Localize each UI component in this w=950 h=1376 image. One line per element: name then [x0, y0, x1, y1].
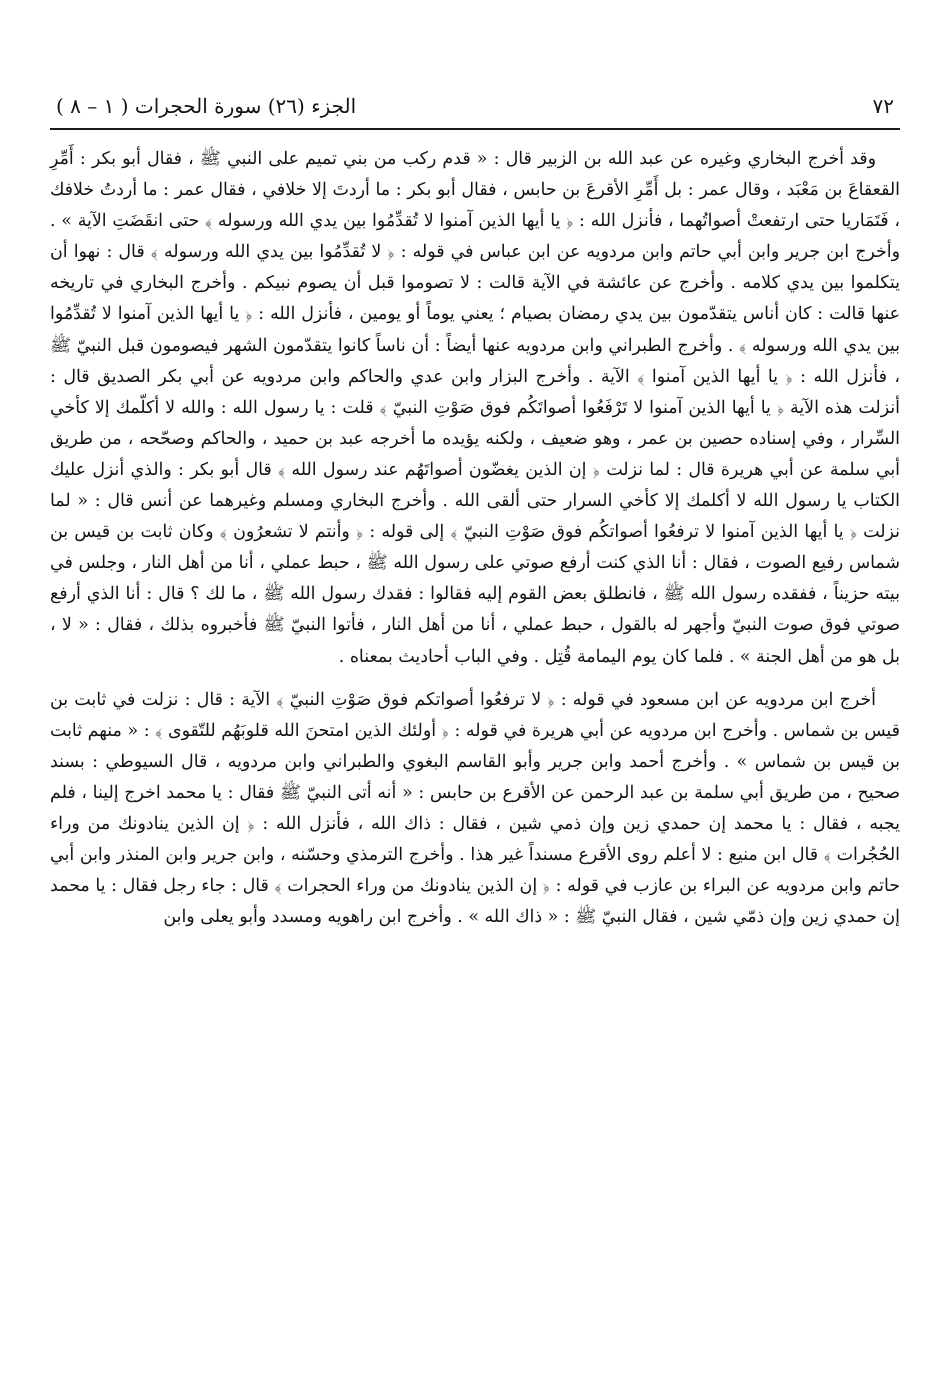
body-paragraph-2: أخرج ابن مردويه عن ابن مسعود في قوله : ﴿ لا ترفعُوا أصواتكم فوق صَوْتِ النبيّ ﴾ الآية : قال : نزلت في ثابت بن قيس بن شماس . وأخرج ابن مردويه عن أبي هريرة في قوله : ﴿ أولئك الذين امتحنَ الله قلوبَهُم للتّقوى ﴾ : « منهم ثابت بن قيس بن شماس » . وأخرج أحمد وابن جرير وأبو القاسم البغوي والطبراني وابن مردويه ، قال السيوطي : بسند صحيح ، من طريق أبي سلمة بن عبد الرحمن عن الأقرع بن حابس : « أنه أتى النبيّ ﷺ فقال : يا محمد اخرج إلينا ، فلم يجبه ، فقال : يا محمد إن حمدي زين وإن ذمي شين ، فقال : ذاك الله ، فأنزل الله : ﴿ إن الذين ينادونك من وراء الحُجُرات ﴾ قال ابن منيع : لا أعلم روى الأقرع مسنداً غير هذا . وأخرج الترمذي وحسّنه ، وابن جرير وابن المنذر وابن أبي حاتم وابن مردويه عن البراء بن عازب في قوله : ﴿ إن الذين ينادونك من وراء الحجرات ﴾ قال : جاء رجل فقال : يا محمد إن حمدي زين وإن ذمّي شين ، فقال النبيّ ﷺ : « ذاك الله » . وأخرج ابن راهويه ومسدد وأبو يعلى وابن: [50, 689, 900, 928]
running-title: الجزء (٢٦) سورة الحجرات ( ١ – ٨ ): [56, 94, 357, 118]
body-paragraph-1: وقد أخرج البخاري وغيره عن عبد الله بن الزبير قال : « قدم ركب من بني تميم على النبي ﷺ ، فقال أبو بكر : أَمِّرِ القعقاعَ بن مَعْبَد ، وقال عمر : بل أَمِّرِ الأقرعَ بن حابس ، فقال أبو بكر : ما أردتَ إلا خلافي ، فقال عمر : ما أردتُ خلافك ، فَتَمَاريا حتى ارتفعتْ أصواتُهما ، فأنزل الله : ﴿ يا أيها الذين آمنوا لا تُقدِّمُوا بين يدي الله ورسوله ﴾ حتى انقَضَتِ الآية » . وأخرج ابن جرير وابن أبي حاتم وابن مردويه عن ابن عباس في قوله : ﴿ لا تُقدِّمُوا بين يدي الله ورسوله ﴾ قال : نهوا أن يتكلموا بين يدي كلامه . وأخرج عن عائشة في الآية قالت : لا تصوموا قبل أن يصوم نبيكم . وأخرج البخاري في تاريخه عنها قالت : كان أناس يتقدّمون بين يدي رمضان بصيام ؛ يعني يوماً أو يومين ، فأنزل الله : ﴿ يا أيها الذين آمنوا لا تُقدِّمُوا بين يدي الله ورسوله ﴾ . وأخرج الطبراني وابن مردويه عنها أيضاً : أن ناساً كانوا يتقدّمون الشهر فيصومون قبل النبيّ ﷺ ، فأنزل الله : ﴿ يا أيها الذين آمنوا ﴾ الآية . وأخرج البزار وابن عدي والحاكم وابن مردويه عن أبي بكر الصديق قال : أنزلت هذه الآية ﴿ يا أيها الذين آمنوا لا تَرْفَعُوا أصواتَكُم فوق صَوْتِ النبيّ ﴾ قلت : يا رسول الله : والله لا أكلّمك إلا كأخي السِّرار ، وفي إسناده حصين بن عمر ، وهو ضعيف ، ولكنه يؤيده ما أخرجه عبد بن حميد ، والحاكم وصحّحه ، من طريق أبي سلمة عن أبي هريرة قال : لما نزلت ﴿ إن الذين يغضّون أصواتَهُم عند رسول الله ﴾ قال أبو بكر : والذي أنزل عليك الكتاب يا رسول الله لا أكلمك إلا كأخي السرار حتى ألقى الله . وأخرج البخاري ومسلم وغيرهما عن أنس قال : « لما نزلت ﴿ يا أيها الذين آمنوا لا ترفعُوا أصواتكُم فوق صَوْتِ النبيّ ﴾ إلى قوله : ﴿ وأنتم لا تشعرُون ﴾ وكان ثابت بن قيس بن شماس رفيع الصوت ، فقال : أنا الذي كنت أرفع صوتي على رسول الله ﷺ ، حبط عملي ، أنا من أهل النار ، وجلس في بيته حزيناً ، ففقده رسول الله ﷺ ، فانطلق بعض القوم إليه فقالوا : فقدك رسول الله ﷺ ، ما لك ؟ قال : أنا الذي أرفع صوتي فوق صوت النبيّ وأجهر له بالقول ، حبط عملي ، أنا من أهل النار ، فأتوا النبيّ ﷺ فأخبروه بذلك ، فقال : « لا ، بل هو من أهل الجنة » . فلما كان يوم اليمامة قُتِل . وفي الباب أحاديث بمعناه .: [50, 149, 900, 667]
header-divider: [50, 128, 900, 130]
page-header: [50, 92, 900, 126]
page-body: [50, 144, 900, 933]
page-number: ٧٢: [872, 94, 894, 118]
